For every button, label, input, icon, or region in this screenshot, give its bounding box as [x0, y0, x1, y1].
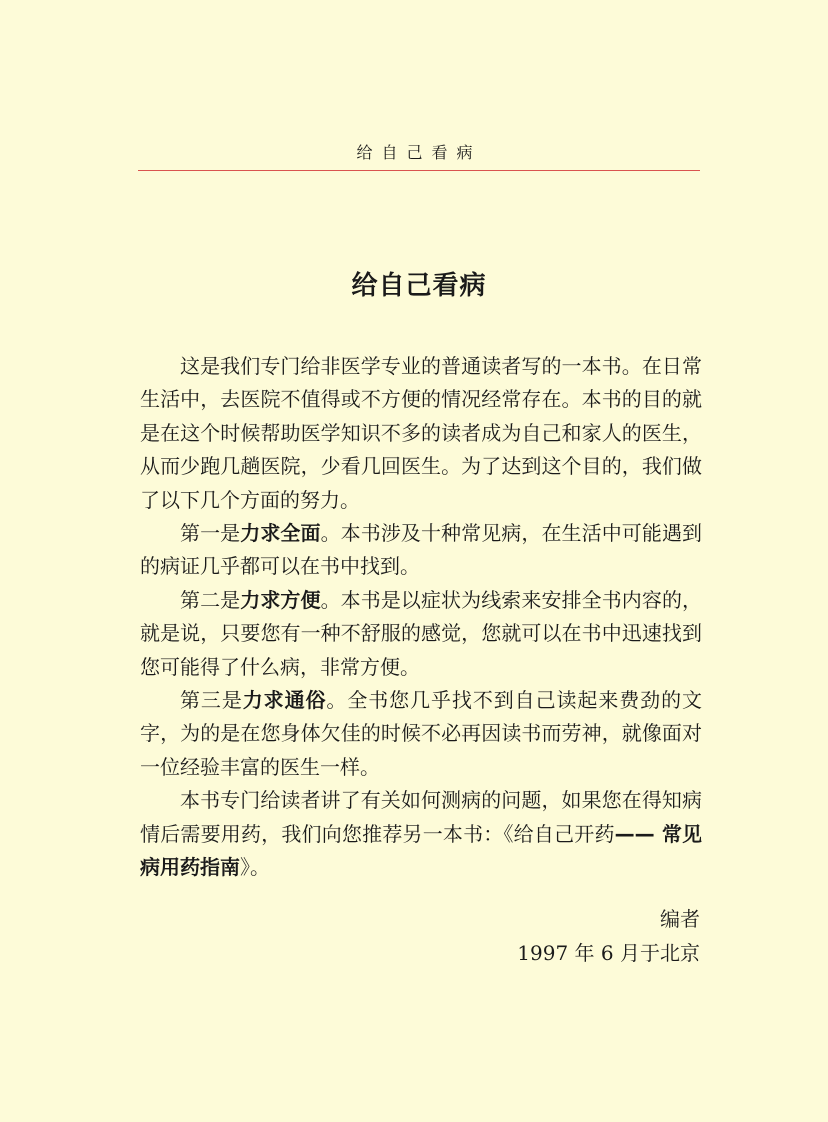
- point-text: 。本书涉及十种常见病，在生活中可能遇到的病证几乎都可以在书中找到。: [140, 521, 703, 579]
- paragraph-intro: 这是我们专门给非医学专业的普通读者写的一本书。在日常生活中，去医院不值得或不方便的情况经常存在。本书的目的就是在这个时候帮助医学知识不多的读者成为自己和家人的医生，从而少跑几趟医院，少看几回医生。为了达到这个目的，我们做了以下几个方面的努力。: [140, 354, 702, 512]
- preface-body: [140, 350, 702, 885]
- paragraph-first-point: [140, 517, 702, 584]
- book-subtitle: —— 常见病用药指南: [140, 821, 703, 880]
- page-title: 给自己看病: [351, 271, 487, 301]
- paragraph-recommendation: [140, 784, 702, 884]
- paragraph-third-point: [140, 684, 702, 784]
- point-prefix: 第一是: [180, 521, 241, 546]
- paragraph-second-point: [140, 584, 702, 684]
- running-head: 给自己看病: [356, 143, 482, 162]
- point-keyword: 力求全面: [240, 521, 321, 546]
- signature-author: 编者: [660, 907, 700, 931]
- header-rule: [138, 170, 700, 171]
- point-prefix: 第三是: [180, 688, 243, 713]
- recommendation-text: 本书专门给读者讲了有关如何测病的问题，如果您在得知病情后需要用药，我们向您推荐另一本书：《给自己开药: [140, 788, 702, 846]
- point-keyword: 力求通俗: [242, 688, 327, 713]
- point-text: 。全书您几乎找不到自己读起来费劲的文字，为的是在您身体欠佳的时候不必再因读书而劳神，就像面对一位经验丰富的医生一样。: [140, 688, 703, 779]
- point-text: 。本书是以症状为线索来安排全书内容的，就是说，只要您有一种不舒服的感觉，您就可以在书中迅速找到您可能得了什么病，非常方便。: [140, 587, 703, 679]
- point-keyword: 力求方便: [240, 587, 321, 612]
- recommendation-end: 》。: [240, 855, 270, 880]
- signature-block: [138, 902, 700, 970]
- point-prefix: 第二是: [180, 587, 241, 612]
- signature-date: 1997 年 6 月于北京: [517, 941, 700, 965]
